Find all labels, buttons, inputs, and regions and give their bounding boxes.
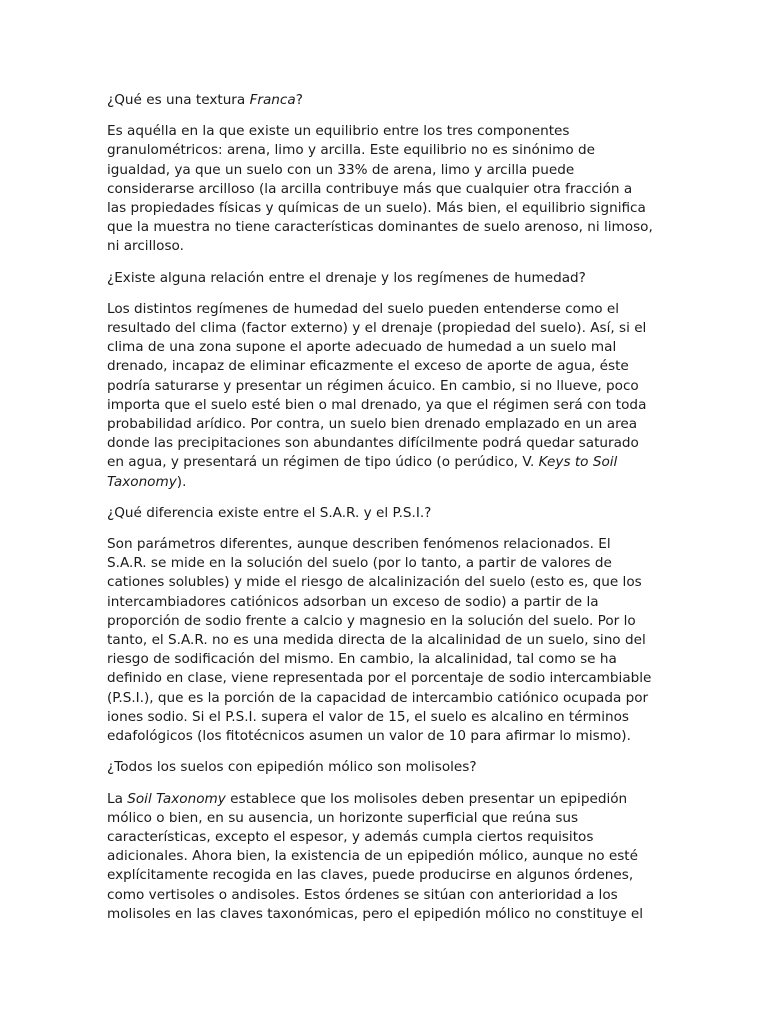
text-line: considerarse arcilloso (la arcilla contribuye más que cualquier otra fracción a [107, 180, 633, 197]
question-text-end: ? [295, 92, 303, 108]
text-emphasis: Taxonomy [107, 473, 177, 490]
text-line: ni arcilloso. [107, 238, 184, 255]
text-line: clima de una zona supone el aporte adecuado de humedad a un suelo mal [107, 339, 617, 356]
text-line: definido en clase, viene representada por el porcentaje de sodio intercambiable [107, 670, 652, 687]
text-line: molisoles en las claves taxonómicas, pero el epipedión mólico no constituye el [107, 905, 644, 922]
text-emphasis: Keys to Soil [538, 454, 618, 471]
question-text: ¿Qué es una textura [107, 92, 250, 108]
text-span: ). [176, 473, 187, 490]
question-heading: ¿Todos los suelos con epipedión mólico son molisoles? [107, 759, 477, 776]
text-line: cationes solubles) y mide el riesgo de alcalinización del suelo (esto es, que los [107, 574, 642, 591]
answer-paragraph [107, 535, 668, 746]
text-line: tanto, el S.A.R. no es una medida directa de la alcalinidad de un suelo, sino del [107, 632, 646, 649]
text-line: edafológicos (los fitotécnicos asumen un valor de 10 para afirmar lo mismo). [107, 728, 631, 745]
text-line: las propiedades físicas y químicas de un suelo). Más bien, el equilibrio significa [107, 200, 646, 217]
text-line: granulométricos: arena, limo y arcilla. Este equilibrio no es sinónimo de [107, 142, 596, 159]
question-heading [107, 91, 668, 110]
question-heading: ¿Existe alguna relación entre el drenaje y los regímenes de humedad? [107, 269, 586, 286]
text-line: donde las precipitaciones son abundantes difícilmente podrá quedar saturado [107, 435, 639, 452]
text-line [107, 790, 668, 809]
answer-paragraph [107, 300, 668, 492]
text-line: como vertisoles o andisoles. Estos órdenes se sitúan con anterioridad a los [107, 886, 618, 903]
text-line: importa que el suelo esté bien o mal drenado, ya que el régimen será con toda [107, 396, 647, 413]
text-line: igualdad, ya que un suelo con un 33% de arena, limo y arcilla puede [107, 161, 575, 178]
text-line: drenado, incapaz de eliminar eficazmente el exceso de aporte de agua, éste [107, 358, 629, 375]
text-line: intercambiadores catiónicos adsorban un exceso de sodio) a partir de la [107, 593, 599, 610]
text-line: podría saturarse y presentar un régimen ácuico. En cambio, si no llueve, poco [107, 377, 639, 394]
text-emphasis: Soil Taxonomy [127, 790, 226, 807]
question-emphasis: Franca [249, 92, 296, 108]
text-line: explícitamente recogida en las claves, puede producirse en algunos órdenes, [107, 867, 634, 884]
text-line: iones sodio. Si el P.S.I. supera el valor de 15, el suelo es alcalino en términos [107, 708, 630, 725]
text-span: establece que los molisoles deben presentar un epipedión [225, 790, 628, 807]
answer-paragraph [107, 122, 668, 256]
text-line: Son parámetros diferentes, aunque describen fenómenos relacionados. El [107, 536, 611, 553]
text-line: riesgo de sodificación del mismo. En cambio, la alcalinidad, tal como se ha [107, 651, 617, 668]
text-line [107, 453, 668, 472]
text-line: características, excepto el espesor, y además cumpla ciertos requisitos [107, 828, 594, 845]
text-span: La [107, 790, 128, 807]
text-line: resultado del clima (factor externo) y el drenaje (propiedad del suelo). Así, si el [107, 320, 647, 337]
text-span: en agua, y presentará un régimen de tipo údico (o perúdico, V. [107, 454, 539, 471]
text-line: S.A.R. se mide en la solución del suelo (por lo tanto, a partir de valores de [107, 555, 612, 572]
text-line: proporción de sodio frente a calcio y magnesio en la solución del suelo. Por lo [107, 612, 636, 629]
text-line [107, 473, 668, 492]
text-line: (P.S.I.), que es la porción de la capacidad de intercambio catiónico ocupada por [107, 689, 649, 706]
text-line: probabilidad arídico. Por contra, un suelo bien drenado emplazado en un area [107, 416, 638, 433]
text-line: que la muestra no tiene características dominantes de suelo arenoso, ni limoso, [107, 219, 653, 236]
text-line: Es aquélla en la que existe un equilibrio entre los tres componentes [107, 123, 570, 140]
question-heading: ¿Qué diferencia existe entre el S.A.R. y el P.S.I.? [107, 504, 432, 521]
text-line: Los distintos regímenes de humedad del suelo pueden entenderse como el [107, 300, 619, 317]
answer-paragraph [107, 790, 668, 924]
text-line: adicionales. Ahora bien, la existencia de un epipedión mólico, aunque no esté [107, 848, 638, 865]
text-line: mólico o bien, en su ausencia, un horizonte superficial que reúna sus [107, 809, 579, 826]
